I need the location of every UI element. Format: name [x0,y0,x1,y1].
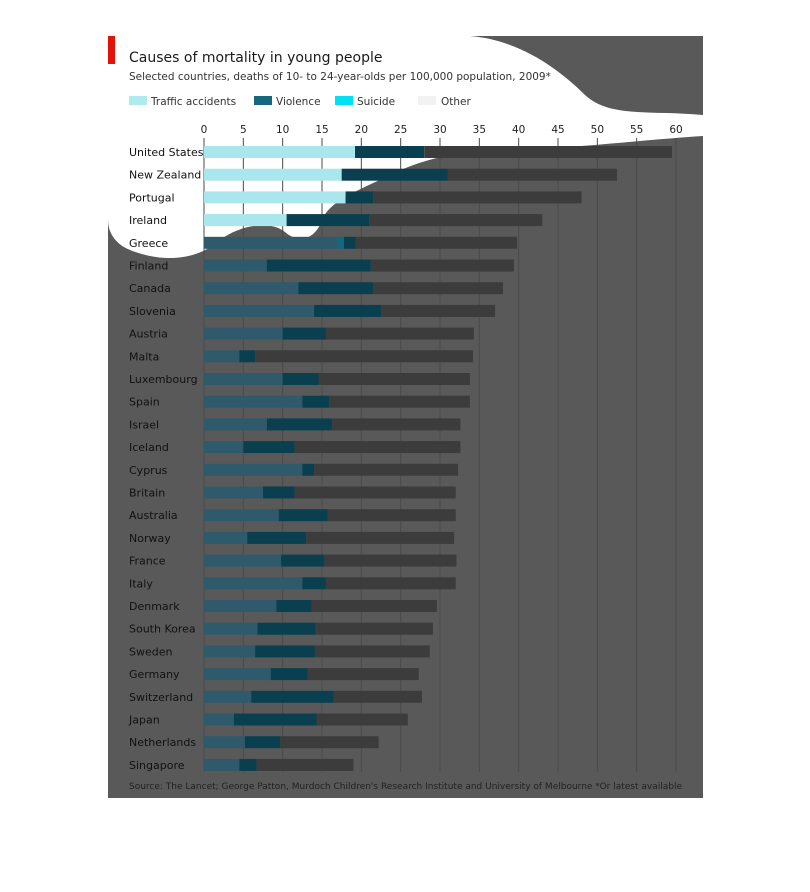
x-tick-label: 55 [629,124,644,136]
bar-segment [328,509,456,521]
x-tick-label: 35 [472,124,487,136]
bar-segment [239,759,256,771]
bar-segment [356,237,517,249]
bar-segment [294,441,460,453]
bar-segment [204,759,239,771]
bar-segment [371,260,514,272]
bar-segment [279,509,328,521]
category-label: Austria [129,327,168,341]
category-label: Israel [129,418,160,432]
bar-segment [316,714,407,726]
bar-segment [204,328,283,340]
bar-segment [204,260,267,272]
bar-segment [448,169,617,181]
category-label: Sweden [129,645,173,659]
x-tick-label: 50 [590,124,605,136]
bar-segment [243,441,294,453]
bar-segment [267,418,332,430]
x-tick-label: 25 [393,124,408,136]
bar-segment [319,373,470,385]
bar-segment [267,260,371,272]
chart-title: Causes of mortality in young people [129,50,383,66]
category-label: Spain [129,395,160,409]
legend-swatch-violence [254,96,272,105]
bar-segment [338,237,344,249]
bar-segment [276,600,311,612]
bar-segment [204,532,247,544]
brand-red-tag [108,36,115,64]
bar-segment [373,282,503,294]
bar-segment [332,418,460,430]
bar-segment [314,464,458,476]
bar-segment [280,736,378,748]
category-label: Singapore [129,758,185,772]
category-label: Japan [129,713,160,727]
bar-segment [255,350,473,362]
category-label: Ireland [129,214,168,228]
bar-segment [381,305,495,317]
x-tick-label: 45 [551,124,565,136]
category-label: Britain [129,486,166,500]
bar-segment [204,714,234,726]
legend-label-traffic: Traffic accidents [151,96,237,108]
bar-segment [204,509,279,521]
x-tick-label: 20 [354,124,369,136]
legend-label-suicide: Suicide [357,96,396,108]
legend-swatch-other [418,96,436,105]
bar-segment [342,169,448,181]
bar-segment [204,373,283,385]
bar-segment [298,282,373,294]
bar-segment [329,396,470,408]
category-label: Greece [129,236,169,250]
bar-segment [204,645,255,657]
category-label: Luxembourg [129,373,198,386]
bar-segment [204,623,257,635]
bar-segment [308,668,419,680]
bar-segment [204,214,287,226]
bar-segment [302,396,329,408]
bar-segment [204,441,243,453]
x-tick-label: 15 [315,124,329,136]
bar-segment [204,577,302,589]
bar-segment [204,418,267,430]
category-label: Switzerland [129,690,194,704]
bar-segment [255,645,315,657]
category-label: Finland [129,259,169,273]
x-tick-label: 30 [433,124,447,136]
bar-segment [344,237,356,249]
bar-segment [204,464,302,476]
bar-segment [204,555,281,567]
chart-subtitle: Selected countries, deaths of 10- to 24-year-olds per 100,000 population, 2009* [129,71,551,83]
bar-segment [346,191,374,203]
bar-segment [314,305,381,317]
bar-segment [204,736,245,748]
bar-segment [326,328,474,340]
category-label: Netherlands [129,736,197,750]
bar-segment [204,169,342,181]
bar-segment [204,237,338,249]
legend-label-violence: Violence [276,96,321,108]
bar-segment [204,282,298,294]
category-label: Denmark [129,600,180,613]
category-label: New Zealand [129,168,202,182]
category-label: Italy [129,577,153,591]
bar-segment [204,350,239,362]
bar-segment [204,191,346,203]
bar-segment [204,487,263,499]
bar-segment [287,214,370,226]
bar-segment [312,600,437,612]
bar-segment [257,759,354,771]
bar-segment [424,146,672,158]
bar-segment [369,214,542,226]
bar-segment [324,555,456,567]
bar-segment [334,691,422,703]
x-tick-label: 5 [239,124,247,136]
bar-segment [283,328,326,340]
x-tick-label: 10 [275,124,290,136]
x-tick-label: 0 [200,124,208,136]
bar-segment [204,668,271,680]
category-label: Iceland [129,441,169,455]
bar-segment [204,600,276,612]
category-label: South Korea [129,622,196,636]
bar-segment [306,532,454,544]
bar-segment [204,691,251,703]
bar-segment [234,714,317,726]
bar-segment [204,396,302,408]
bar-segment [257,623,315,635]
category-label: Cyprus [129,463,168,477]
x-tick-label: 40 [511,124,526,136]
category-label: Malta [129,350,160,364]
bar-segment [315,645,430,657]
bar-segment [271,668,308,680]
bar-segment [281,555,324,567]
bar-segment [373,191,581,203]
bar-segment [355,146,424,158]
category-label: United States [129,146,204,159]
category-label: Portugal [129,191,175,205]
bar-segment [204,146,355,158]
bar-segment [251,691,334,703]
category-label: Germany [129,668,180,682]
bar-segment [263,487,294,499]
bar-segment [326,577,456,589]
category-label: Canada [129,282,171,296]
bar-segment [316,623,433,635]
bar-segment [245,736,280,748]
category-label: Slovenia [129,304,176,318]
x-tick-label: 60 [669,124,683,136]
bar-segment [283,373,319,385]
bar-segment [294,487,455,499]
bar-segment [204,305,314,317]
footnote: *Or latest available [595,782,682,792]
source-note: Source: The Lancet; George Patton, Murdoch Children's Research Institute and University of Melbourne [129,782,593,792]
legend-swatch-suicide [335,96,353,105]
bar-segment [239,350,255,362]
bar-segment [302,577,326,589]
category-label: Norway [129,531,171,545]
legend-label-other: Other [441,96,471,108]
bar-segment [247,532,306,544]
bar-segment [302,464,314,476]
legend-swatch-traffic [129,96,147,105]
category-label: France [129,554,166,568]
category-label: Australia [129,509,178,523]
